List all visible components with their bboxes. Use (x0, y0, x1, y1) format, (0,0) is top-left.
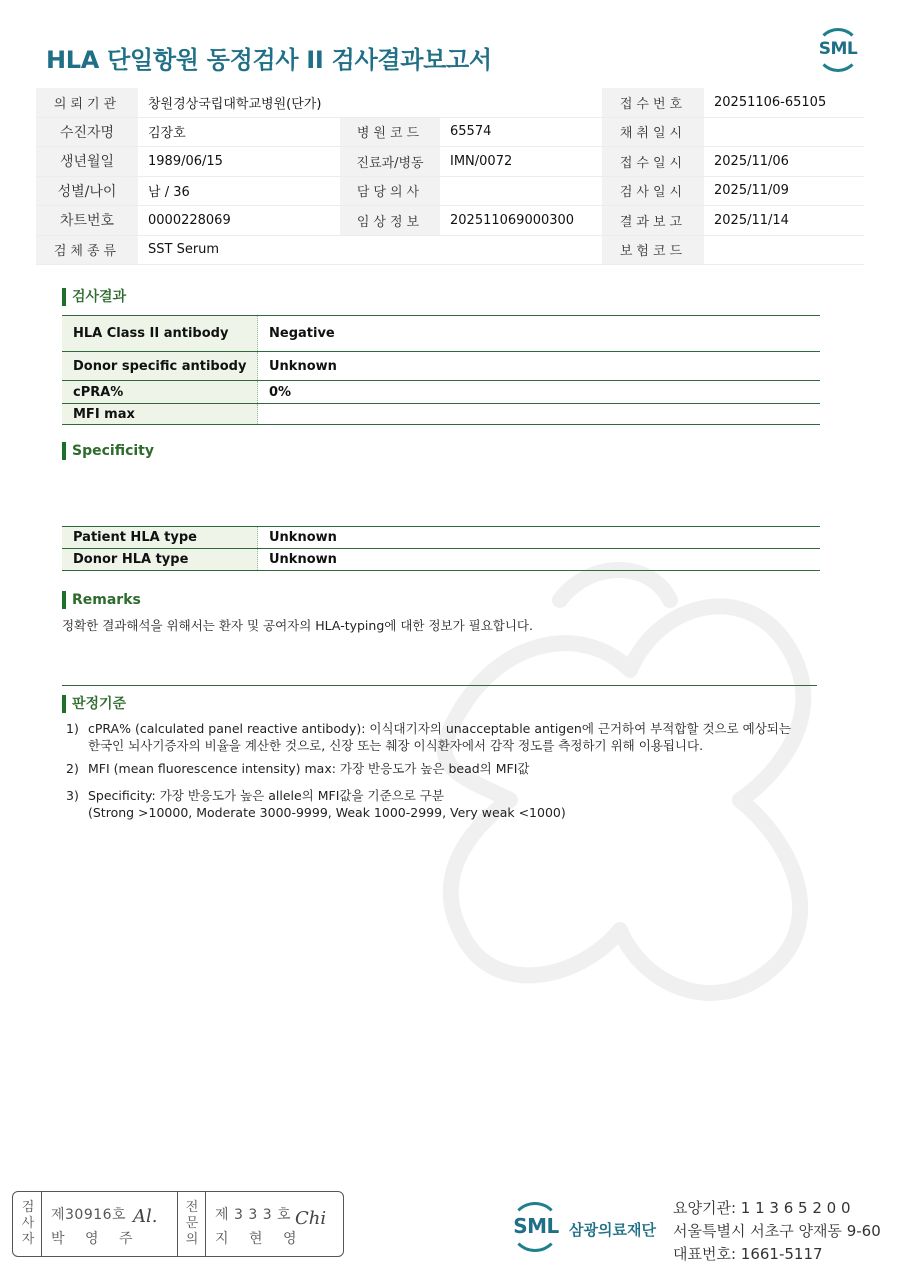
info-value: IMN/0072 (440, 147, 602, 177)
table-row (62, 549, 820, 571)
info-value: 1989/06/15 (138, 147, 340, 177)
divider (41, 1192, 42, 1256)
item-number: 3) (66, 788, 79, 803)
tester-signature: Al. (133, 1206, 158, 1227)
info-row (36, 117, 864, 147)
info-value: 김장호 (138, 117, 340, 147)
info-label: 병원코드 (340, 117, 440, 147)
info-label: 의뢰기관 (36, 88, 138, 117)
logo-text: SML (818, 39, 858, 59)
specificity-value: Unknown (258, 527, 821, 549)
remarks-text: 정확한 결과해석을 위해서는 환자 및 공여자의 HLA-typing에 대한 정보가 필요합니다. (62, 618, 533, 633)
item-line: cPRA% (calculated panel reactive antibody): 이식대기자의 unacceptable antigen에 근거하여 부적합할 것으로 예상되는 (88, 721, 791, 736)
list-item (66, 720, 826, 754)
info-value: 2025/11/09 (704, 176, 864, 206)
doctor-name: 지 현 영 (215, 1231, 305, 1247)
item-number: 2) (66, 761, 79, 776)
org-name: 삼광의료재단 (569, 1221, 656, 1239)
doctor-license: 제 3 3 3 호 (215, 1207, 292, 1223)
doctor-label-text: 전문의 (185, 1200, 199, 1247)
institution-code: 요양기관: 1 1 3 6 5 2 0 0 (673, 1199, 851, 1217)
patient-info-table (36, 88, 864, 265)
info-value: SST Serum (138, 235, 602, 265)
result-value: 0% (258, 381, 821, 404)
tester-label-text: 검사자 (21, 1200, 35, 1247)
info-label: 차트번호 (36, 206, 138, 236)
tester-name: 박 영 주 (51, 1231, 141, 1247)
list-item (66, 787, 826, 821)
criteria-list (66, 720, 826, 827)
info-label: 접수번호 (602, 88, 704, 117)
info-value (704, 117, 864, 147)
info-row (36, 206, 864, 236)
info-value (440, 176, 602, 206)
table-row (62, 527, 820, 549)
address: 서울특별시 서초구 양재동 9-60 (673, 1222, 881, 1240)
tester-label (15, 1192, 41, 1256)
table-row (62, 316, 820, 352)
result-key: MFI max (62, 404, 258, 425)
info-label: 결과보고 (602, 206, 704, 236)
divider (177, 1192, 178, 1256)
info-value: 0000228069 (138, 206, 340, 236)
section-heading-remarks: Remarks (62, 591, 141, 609)
divider (62, 685, 817, 686)
tester-license: 제30916호 (51, 1207, 127, 1223)
info-label: 진료과/병동 (340, 147, 440, 177)
info-label: 성별/나이 (36, 176, 138, 206)
result-value: Negative (258, 316, 821, 352)
info-value: 남 / 36 (138, 176, 340, 206)
result-key: Donor specific antibody (62, 352, 258, 381)
item-line: 한국인 뇌사기증자의 비율을 계산한 것으로, 신장 또는 췌장 이식환자에서 감작 정도를 측정하기 위해 이용됩니다. (88, 738, 704, 753)
sml-logo-footer (508, 1198, 568, 1258)
phone: 대표번호: 1661-5117 (673, 1245, 823, 1263)
doctor-signature: Chi (295, 1208, 327, 1229)
info-value: 65574 (440, 117, 602, 147)
info-value: 2025/11/06 (704, 147, 864, 177)
specificity-value: Unknown (258, 549, 821, 571)
table-row (62, 381, 820, 404)
specificity-table (62, 526, 820, 571)
info-label: 검사일시 (602, 176, 704, 206)
logo-text: SML (513, 1214, 559, 1238)
report-title: HLA 단일항원 동정검사 II 검사결과보고서 (46, 46, 492, 74)
info-value (704, 235, 864, 265)
doctor-label (179, 1192, 205, 1256)
info-value: 20251106-65105 (704, 88, 864, 117)
info-label: 수진자명 (36, 117, 138, 147)
info-row (36, 147, 864, 177)
results-table (62, 315, 820, 425)
table-row (62, 404, 820, 425)
section-heading-criteria: 판정기준 (62, 695, 126, 713)
item-line: Specificity: 가장 반응도가 높은 allele의 MFI값을 기준으로 구분 (88, 788, 444, 803)
info-label: 담당의사 (340, 176, 440, 206)
signature-box (12, 1191, 344, 1257)
sml-logo (812, 26, 864, 78)
specificity-key: Donor HLA type (62, 549, 258, 571)
section-heading-results: 검사결과 (62, 288, 126, 306)
result-value (258, 404, 821, 425)
divider (205, 1192, 206, 1256)
item-number: 1) (66, 721, 79, 736)
info-value: 2025/11/14 (704, 206, 864, 236)
result-value: Unknown (258, 352, 821, 381)
result-key: cPRA% (62, 381, 258, 404)
info-label: 접수일시 (602, 147, 704, 177)
item-line: MFI (mean fluorescence intensity) max: 가장 반응도가 높은 bead의 MFI값 (88, 761, 530, 776)
info-label: 검체종류 (36, 235, 138, 265)
info-label: 채취일시 (602, 117, 704, 147)
result-key: HLA Class II antibody (62, 316, 258, 352)
specificity-key: Patient HLA type (62, 527, 258, 549)
item-line: (Strong >10000, Moderate 3000-9999, Weak 1000-2999, Very weak <1000) (88, 805, 566, 820)
info-row (36, 235, 864, 265)
info-row (36, 88, 864, 117)
info-value: 창원경상국립대학교병원(단가) (138, 88, 602, 117)
section-heading-specificity: Specificity (62, 442, 154, 460)
info-value: 202511069000300 (440, 206, 602, 236)
table-row (62, 352, 820, 381)
info-label: 생년월일 (36, 147, 138, 177)
info-label: 보험코드 (602, 235, 704, 265)
info-row (36, 176, 864, 206)
info-label: 임상정보 (340, 206, 440, 236)
list-item (66, 760, 826, 777)
footer-info (673, 1197, 881, 1266)
